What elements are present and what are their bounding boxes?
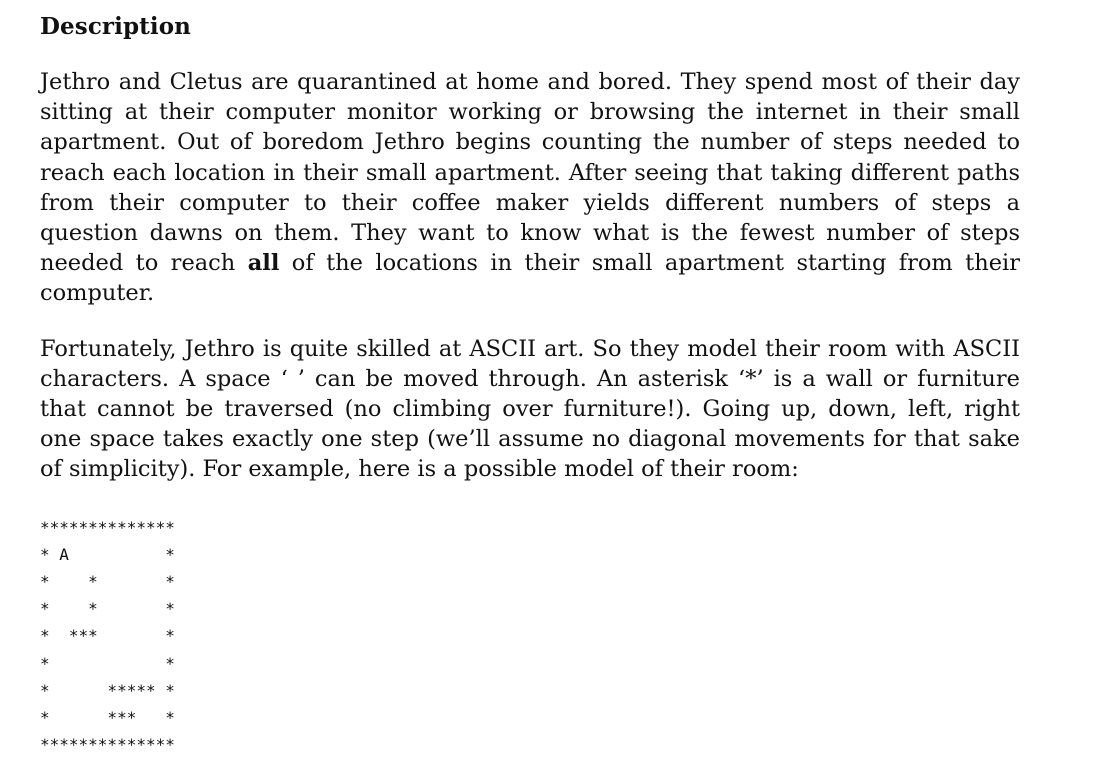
description-section — [40, 12, 1020, 758]
section-heading: Description — [40, 13, 191, 40]
paragraph-ascii-model: Fortunately, Jethro is quite skilled at ASCII art. So they model their room with ASCII characters. A space ‘ ’ can be moved through. An asterisk ‘*’ is a wall or furniture that cannot be traversed (no climbing over furniture!). Going up, down, left, right one space takes exactly one step (we’ll assume no diagonal movements for that sake of simplicity). For example, here is a possible model of their room: — [40, 335, 1020, 483]
ascii-room-model: ************** * A * * * * * * * * *** * * * * ***** * * *** * ************** — [40, 517, 175, 755]
paragraph-intro-text-2: of the locations in their small apartment starting from their computer. — [40, 250, 1020, 307]
paragraph-intro-text-1: Jethro and Cletus are quarantined at home and bored. They spend most of their day sitting at their computer monitor working or browsing the internet in their small apartment. Out of boredom Jethro begins counting the number of steps needed to reach each location in their small apartment. After seeing that taking different paths from their computer to their coffee maker yields different numbers of steps a question dawns on them. They want to know what is the fewest number of steps needed to reach — [40, 69, 1020, 277]
paragraph-intro-bold-word: all — [247, 250, 280, 277]
paragraph-intro — [40, 67, 1020, 309]
